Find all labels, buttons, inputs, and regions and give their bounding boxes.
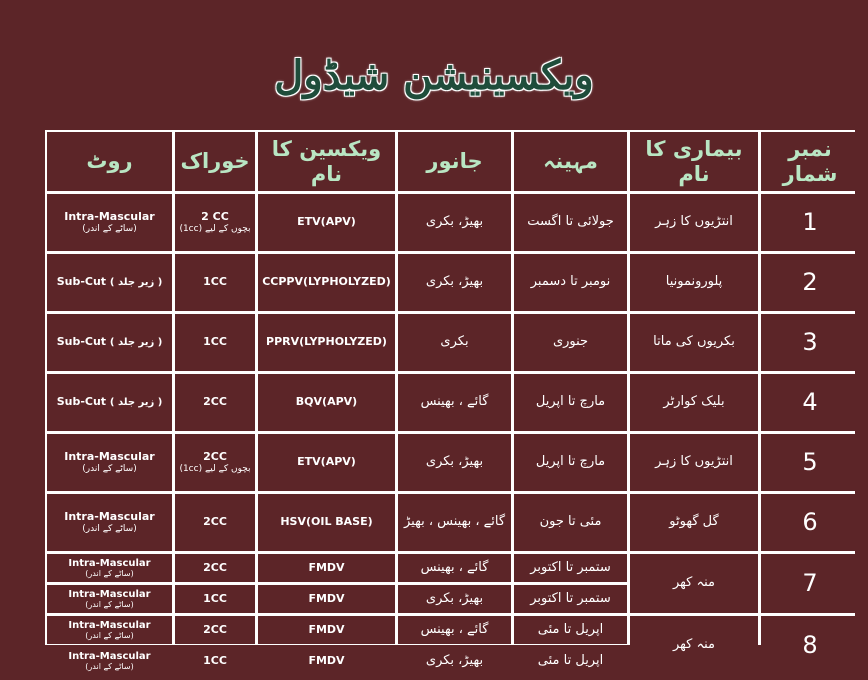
- cell-disease: پلورونمونیا: [630, 254, 758, 311]
- cell-route: [47, 647, 172, 675]
- cell-serial: 4: [761, 374, 859, 431]
- dose-note: بچوں کے لیے (1cc): [179, 463, 251, 474]
- cell-route: [47, 194, 172, 251]
- cell-disease: انتڑیوں کا زہر: [630, 434, 758, 491]
- route-note: (ساٹے کے اندر): [85, 600, 134, 610]
- cell-serial: 2: [761, 254, 859, 311]
- cell-vaccine: HSV(OIL BASE): [258, 494, 395, 551]
- cell-disease: انتڑیوں کا زہر: [630, 194, 758, 251]
- dose-text: 2 CC: [201, 210, 229, 223]
- route-note: (ساٹے کے اندر): [85, 569, 134, 579]
- cell-month: اپریل تا مئی: [514, 647, 627, 675]
- cell-vaccine: FMDV: [258, 616, 395, 644]
- header-month: مہینہ: [514, 132, 627, 191]
- cell-dose: 1CC: [175, 585, 255, 613]
- cell-dose: 2CC: [175, 554, 255, 582]
- route-text: Sub-Cut: [56, 395, 107, 409]
- cell-disease: منہ کھر: [630, 554, 758, 613]
- cell-route: [47, 616, 172, 644]
- cell-vaccine: CCPPV(LYPHOLYZED): [258, 254, 395, 311]
- route-note: ( زیر جلد ): [109, 336, 163, 348]
- cell-animal: بھیڑ، بکری: [398, 647, 511, 675]
- route-text: Intra-Mascular: [68, 557, 151, 569]
- cell-vaccine: FMDV: [258, 554, 395, 582]
- dose-note: بچوں کے لیے (1cc): [179, 223, 251, 234]
- cell-animal: بھیڑ، بکری: [398, 254, 511, 311]
- route-text: Intra-Mascular: [68, 619, 151, 631]
- cell-dose: 1CC: [175, 254, 255, 311]
- cell-animal: بھیڑ، بکری: [398, 585, 511, 613]
- cell-vaccine: PPRV(LYPHOLYZED): [258, 314, 395, 371]
- cell-month: مارچ تا اپریل: [514, 434, 627, 491]
- cell-vaccine: FMDV: [258, 647, 395, 675]
- route-note: (ساٹے کے اندر): [82, 463, 137, 474]
- route-text: Intra-Mascular: [64, 510, 155, 523]
- route-text: Sub-Cut: [56, 275, 107, 289]
- route-note: ( زیر جلد ): [109, 396, 163, 408]
- cell-route: [47, 374, 172, 431]
- route-text: Intra-Mascular: [68, 588, 151, 600]
- cell-disease: منہ کھر: [630, 616, 758, 675]
- cell-vaccine: FMDV: [258, 585, 395, 613]
- route-text: Intra-Mascular: [68, 650, 151, 662]
- route-text: Intra-Mascular: [64, 450, 155, 463]
- cell-month: مارچ تا اپریل: [514, 374, 627, 431]
- cell-vaccine: ETV(APV): [258, 194, 395, 251]
- cell-dose: 2CC: [175, 494, 255, 551]
- cell-animal: بھیڑ، بکری: [398, 194, 511, 251]
- cell-serial: 5: [761, 434, 859, 491]
- cell-animal: گائے ، بھینس: [398, 616, 511, 644]
- header-animal: جانور: [398, 132, 511, 191]
- cell-route: [47, 554, 172, 582]
- route-note: (ساٹے کے اندر): [85, 631, 134, 641]
- cell-serial: 8: [761, 616, 859, 675]
- vaccination-table: [45, 130, 855, 672]
- cell-disease: بکریوں کی ماتا: [630, 314, 758, 371]
- page-title: ویکسینیشن شیڈول: [274, 52, 594, 99]
- cell-dose: 2CC: [175, 374, 255, 431]
- cell-vaccine: ETV(APV): [258, 434, 395, 491]
- cell-animal: گائے ، بھینس: [398, 554, 511, 582]
- cell-route: [47, 254, 172, 311]
- cell-dose: 1CC: [175, 647, 255, 675]
- cell-dose: 1CC: [175, 314, 255, 371]
- route-note: (ساٹے کے اندر): [82, 523, 137, 534]
- cell-dose: 2CC: [175, 616, 255, 644]
- cell-month: جنوری: [514, 314, 627, 371]
- cell-month: اپریل تا مئی: [514, 616, 627, 644]
- cell-animal: گائے ، بھینس ، بھیڑ: [398, 494, 511, 551]
- cell-animal: بکری: [398, 314, 511, 371]
- route-note: (ساٹے کے اندر): [82, 223, 137, 234]
- cell-route: [47, 494, 172, 551]
- route-text: Sub-Cut: [56, 335, 107, 349]
- cell-month: ستمبر تا اکتوبر: [514, 554, 627, 582]
- header-route: روٹ: [47, 132, 172, 191]
- header-vaccine: ویکسین کا نام: [258, 132, 395, 191]
- cell-month: مئی تا جون: [514, 494, 627, 551]
- cell-route: [47, 434, 172, 491]
- cell-month: نومبر تا دسمبر: [514, 254, 627, 311]
- cell-serial: 7: [761, 554, 859, 613]
- route-note: (ساٹے کے اندر): [85, 662, 134, 672]
- cell-disease: گل گھوٹو: [630, 494, 758, 551]
- header-dose: خوراک: [175, 132, 255, 191]
- cell-serial: 1: [761, 194, 859, 251]
- cell-route: [47, 585, 172, 613]
- route-text: Intra-Mascular: [64, 210, 155, 223]
- cell-month: جولائی تا اگست: [514, 194, 627, 251]
- cell-route: [47, 314, 172, 371]
- cell-disease: بلیک کوارٹر: [630, 374, 758, 431]
- cell-serial: 6: [761, 494, 859, 551]
- cell-dose: [175, 194, 255, 251]
- header-serial: نمبر شمار: [761, 132, 859, 191]
- cell-animal: بھیڑ، بکری: [398, 434, 511, 491]
- route-note: ( زیر جلد ): [109, 276, 163, 288]
- header-disease: بیماری کا نام: [630, 132, 758, 191]
- cell-animal: گائے ، بھینس: [398, 374, 511, 431]
- dose-text: 2CC: [203, 450, 227, 463]
- cell-dose: [175, 434, 255, 491]
- cell-month: ستمبر تا اکتوبر: [514, 585, 627, 613]
- cell-serial: 3: [761, 314, 859, 371]
- cell-vaccine: BQV(APV): [258, 374, 395, 431]
